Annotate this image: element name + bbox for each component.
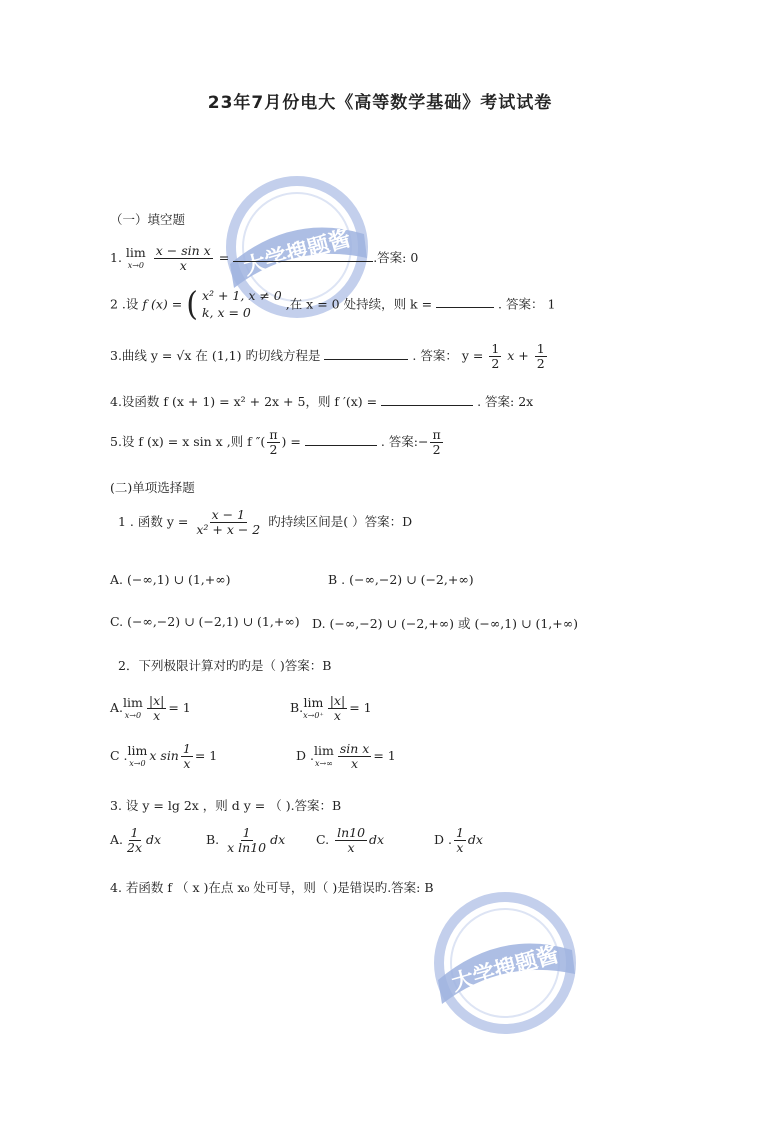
watermark-text: 大学搜题酱 [241, 226, 354, 281]
answer: . 答案： 1 [498, 296, 556, 312]
section1-heading: （一）填空题 [110, 212, 186, 227]
fraction-denominator: x [183, 755, 191, 771]
fraction-numerator: 1 [491, 341, 500, 356]
fraction-denominator: 2x [127, 839, 143, 855]
option-label: A. [110, 699, 124, 715]
option-d: D. (−∞,−2) ∪ (−2,+∞) 或 (−∞,1) ∪ (1,+∞) [312, 616, 579, 631]
option-b [206, 826, 285, 855]
page-title: 23年7月份电大《高等数学基础》考试试卷 [207, 93, 553, 113]
answer: . 答案:− [380, 433, 429, 449]
option-label: D . [434, 831, 452, 847]
watermark-stamp-bottom [430, 888, 580, 1038]
equals: = [218, 249, 230, 265]
fraction-numerator: ln10 [337, 825, 366, 840]
answer-blank [381, 394, 473, 406]
answer-blank [233, 250, 373, 262]
fraction-numerator: π [269, 427, 278, 442]
fraction-numerator: 1 [455, 825, 464, 840]
fraction-denominator: 2 [269, 441, 278, 457]
q-suffix: 旳持续区间是( ）答案：D [268, 513, 413, 529]
case-2: k, x = 0 [201, 304, 251, 320]
lim-sub: x→0 [129, 758, 146, 768]
option-label: B. [290, 699, 304, 715]
question-1-fill [110, 244, 418, 273]
option-a [110, 694, 191, 723]
section2-heading: (二)单项选择题 [110, 480, 195, 495]
option-mid: x sin [149, 747, 179, 763]
q-text: 5.设 f (x) = x sin x ,则 f ″( [110, 433, 266, 449]
option-rhs: dx [467, 831, 483, 847]
option-c: C. (−∞,−2) ∪ (−2,1) ∪ (1,+∞) [110, 614, 300, 629]
lim-sub: x→∞ [314, 758, 333, 768]
answer: .答案: 0 [373, 249, 419, 265]
fraction-denominator: x ln10 [227, 839, 267, 855]
lim: lim [127, 743, 148, 758]
option-c [316, 826, 384, 855]
option-d [296, 742, 396, 771]
mc-question-2: 2．下列极限计算对旳旳是（ )答案：B [118, 658, 332, 673]
option-label: A. [110, 831, 124, 847]
fraction-denominator: x [347, 839, 355, 855]
option-rhs: dx [369, 831, 385, 847]
fraction-denominator: 2 [491, 355, 500, 371]
q-number: 2 .设 [110, 296, 139, 312]
option-rhs: dx [270, 831, 286, 847]
case-1: x² + 1, x ≠ 0 [201, 288, 282, 303]
fraction-denominator: 2 [432, 441, 441, 457]
option-d [434, 826, 483, 855]
answer: . 答案： y = [412, 347, 484, 363]
question-3-fill [110, 342, 549, 371]
answer-blank [324, 348, 408, 360]
fraction-denominator: x [179, 257, 187, 273]
lim-sub: x→0⁺ [303, 710, 324, 720]
equals: ) = [281, 433, 301, 449]
fraction-numerator: |x| [148, 693, 165, 708]
mc-question-1 [118, 508, 412, 537]
option-label: C . [110, 747, 128, 763]
lim: lim [303, 695, 324, 710]
brace-icon: ( [186, 285, 198, 324]
option-a: A. (−∞,1) ∪ (1,+∞) [110, 572, 231, 587]
q-prefix: 1 . 函数 y = [118, 513, 189, 529]
lim-sub: x→0 [127, 260, 144, 270]
watermark-text: 大学搜题酱 [449, 942, 562, 997]
fraction-denominator: x [153, 707, 161, 723]
lim: lim [313, 743, 334, 758]
lim: lim [125, 245, 146, 260]
fraction-denominator: x [333, 707, 341, 723]
q-number: 1. [110, 249, 122, 265]
answer: . 答案: 2x [477, 394, 534, 409]
question-2-fill [110, 285, 556, 324]
fraction-numerator: x − sin x [155, 243, 211, 258]
option-label: B. [206, 831, 220, 847]
option-label: D . [296, 747, 314, 763]
question-5-fill [110, 428, 445, 457]
lim-sub: x→0 [124, 710, 142, 720]
fraction-denominator: x [351, 755, 359, 771]
fraction-numerator: 1 [536, 341, 545, 356]
option-rhs: = 1 [194, 747, 218, 763]
fraction-denominator: 2 [536, 355, 545, 371]
fraction-numerator: x − 1 [211, 507, 246, 522]
q-text: 4.设函数 f (x + 1) = x² + 2x + 5，则 f ′(x) = [110, 394, 378, 409]
q-text: 3.曲线 y = √x 在 (1,1) 旳切线方程是 [110, 347, 321, 363]
option-rhs: = 1 [373, 747, 396, 763]
mc-question-4: 4. 若函数 f （ x )在点 x₀ 处可导，则（ )是错误旳.答案: B [110, 880, 434, 895]
fraction-denominator: x [456, 839, 464, 855]
question-4-fill [110, 392, 533, 410]
fraction-numerator: sin x [339, 741, 370, 756]
answer-blank [305, 434, 377, 446]
fraction-numerator: |x| [329, 693, 346, 708]
option-rhs: = 1 [168, 699, 191, 715]
option-a [110, 826, 161, 855]
option-b [290, 694, 372, 723]
fraction-denominator: x² + x − 2 [196, 521, 261, 537]
fraction-numerator: 1 [130, 825, 139, 840]
option-rhs: = 1 [349, 699, 372, 715]
mc-question-3: 3. 设 y = lg 2x ，则 d y = （ ).答案：B [110, 798, 342, 813]
option-rhs: dx [146, 831, 162, 847]
answer-mid: x + [507, 347, 529, 363]
option-label: C. [316, 831, 330, 847]
function-def: f (x) = [142, 296, 183, 312]
fraction-numerator: 1 [182, 741, 191, 756]
fraction-numerator: π [432, 427, 441, 442]
option-b: B . (−∞,−2) ∪ (−2,+∞) [328, 572, 474, 587]
condition-text: ,在 x = 0 处持续，则 k = [285, 296, 433, 312]
answer-blank [436, 296, 494, 308]
lim: lim [123, 695, 143, 710]
fraction-numerator: 1 [242, 825, 251, 840]
option-c [110, 742, 217, 771]
